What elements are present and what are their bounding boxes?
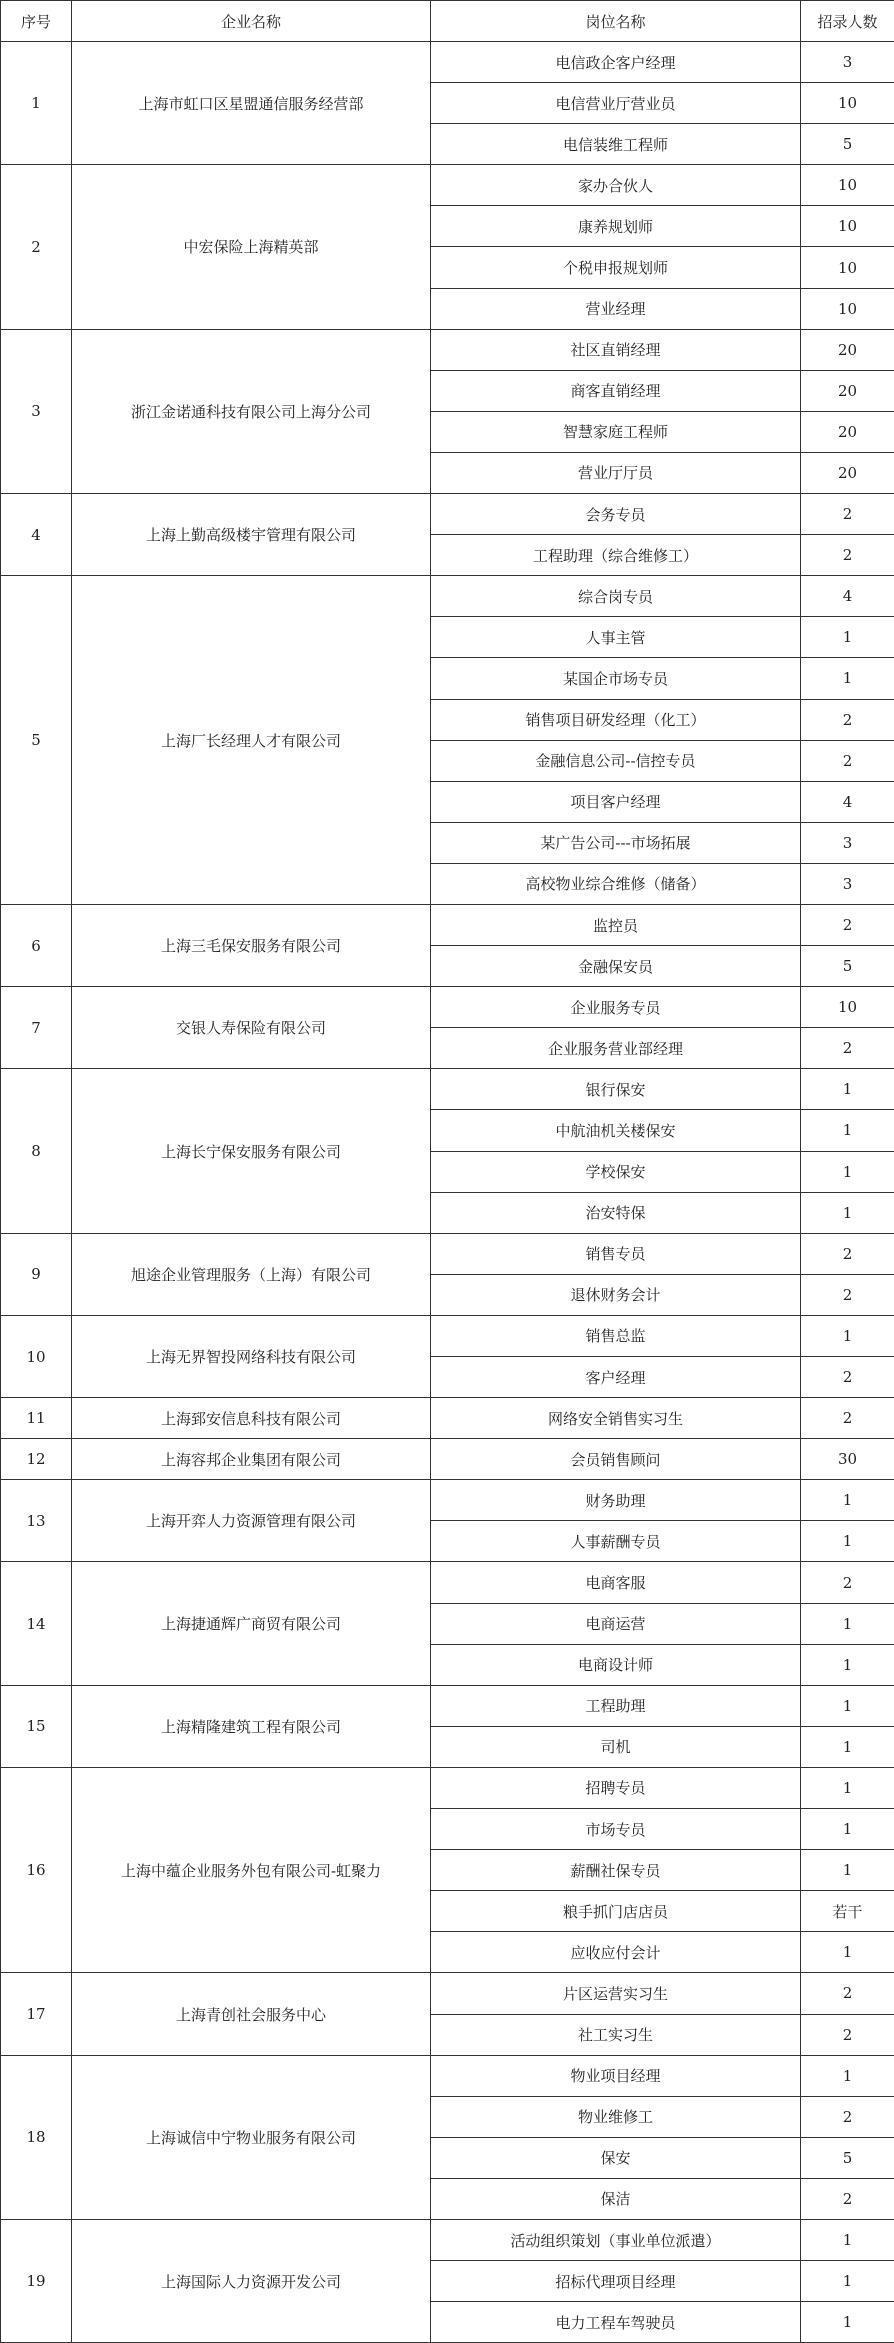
headcount-cell: 10	[801, 83, 894, 124]
headcount-cell: 1	[801, 1809, 894, 1850]
company-name-cell: 上海容邦企业集团有限公司	[72, 1439, 431, 1480]
company-name-cell: 上海市虹口区星盟通信服务经营部	[72, 42, 431, 165]
header-company-name: 企业名称	[72, 1, 431, 42]
position-name-cell: 电信装维工程师	[431, 124, 801, 165]
header-position-name: 岗位名称	[431, 1, 801, 42]
position-name-cell: 监控员	[431, 904, 801, 945]
company-name-cell: 上海国际人力资源开发公司	[72, 2219, 431, 2342]
company-name-cell: 上海长宁保安服务有限公司	[72, 1069, 431, 1233]
table-row	[1, 1398, 894, 1439]
position-name-cell: 企业服务营业部经理	[431, 1028, 801, 1069]
table-row	[1, 42, 894, 83]
company-name-cell: 上海厂长经理人才有限公司	[72, 576, 431, 905]
headcount-cell: 2	[801, 2178, 894, 2219]
position-name-cell: 退休财务会计	[431, 1274, 801, 1315]
serial-number-cell: 14	[1, 1562, 72, 1685]
position-name-cell: 招标代理项目经理	[431, 2261, 801, 2302]
serial-number-cell: 4	[1, 494, 72, 576]
company-name-cell: 上海郅安信息科技有限公司	[72, 1398, 431, 1439]
serial-number-cell: 9	[1, 1233, 72, 1315]
headcount-cell: 20	[801, 329, 894, 370]
position-name-cell: 康养规划师	[431, 206, 801, 247]
company-name-cell: 中宏保险上海精英部	[72, 165, 431, 329]
position-name-cell: 活动组织策划（事业单位派遣）	[431, 2219, 801, 2260]
position-name-cell: 电商设计师	[431, 1644, 801, 1685]
headcount-cell: 1	[801, 1315, 894, 1356]
headcount-cell: 10	[801, 165, 894, 206]
headcount-cell: 1	[801, 2219, 894, 2260]
company-name-cell: 上海中蕴企业服务外包有限公司-虹聚力	[72, 1767, 431, 1972]
company-name-cell: 上海诚信中宁物业服务有限公司	[72, 2055, 431, 2219]
headcount-cell: 2	[801, 494, 894, 535]
serial-number-cell: 7	[1, 987, 72, 1069]
table-row	[1, 1069, 894, 1110]
table-row	[1, 165, 894, 206]
headcount-cell: 5	[801, 124, 894, 165]
position-name-cell: 电商客服	[431, 1562, 801, 1603]
headcount-cell: 1	[801, 2055, 894, 2096]
position-name-cell: 社工实习生	[431, 2014, 801, 2055]
headcount-cell: 10	[801, 987, 894, 1028]
table-body	[1, 42, 894, 2343]
headcount-cell: 1	[801, 1151, 894, 1192]
position-name-cell: 销售总监	[431, 1315, 801, 1356]
position-name-cell: 销售项目研发经理（化工）	[431, 699, 801, 740]
company-name-cell: 交银人寿保险有限公司	[72, 987, 431, 1069]
position-name-cell: 销售专员	[431, 1233, 801, 1274]
table-row	[1, 1685, 894, 1726]
position-name-cell: 综合岗专员	[431, 576, 801, 617]
headcount-cell: 30	[801, 1439, 894, 1480]
serial-number-cell: 10	[1, 1315, 72, 1397]
headcount-cell: 5	[801, 2137, 894, 2178]
company-name-cell: 上海三毛保安服务有限公司	[72, 904, 431, 986]
position-name-cell: 保洁	[431, 2178, 801, 2219]
headcount-cell: 1	[801, 2261, 894, 2302]
headcount-cell: 1	[801, 617, 894, 658]
headcount-cell: 10	[801, 247, 894, 288]
position-name-cell: 保安	[431, 2137, 801, 2178]
company-name-cell: 上海捷通辉广商贸有限公司	[72, 1562, 431, 1685]
position-name-cell: 社区直销经理	[431, 329, 801, 370]
headcount-cell: 5	[801, 946, 894, 987]
table-row	[1, 1562, 894, 1603]
headcount-cell: 1	[801, 2302, 894, 2343]
headcount-cell: 2	[801, 1233, 894, 1274]
headcount-cell: 1	[801, 1850, 894, 1891]
position-name-cell: 金融信息公司--信控专员	[431, 740, 801, 781]
position-name-cell: 高校物业综合维修（储备）	[431, 863, 801, 904]
headcount-cell: 20	[801, 411, 894, 452]
position-name-cell: 电商运营	[431, 1603, 801, 1644]
headcount-cell: 2	[801, 1973, 894, 2014]
table-row	[1, 904, 894, 945]
table-row	[1, 1480, 894, 1521]
serial-number-cell: 8	[1, 1069, 72, 1233]
header-serial-number: 序号	[1, 1, 72, 42]
table-header	[1, 1, 894, 42]
serial-number-cell: 13	[1, 1480, 72, 1562]
headcount-cell: 3	[801, 863, 894, 904]
headcount-cell: 1	[801, 1603, 894, 1644]
headcount-cell: 1	[801, 1069, 894, 1110]
header-headcount: 招录人数	[801, 1, 894, 42]
serial-number-cell: 18	[1, 2055, 72, 2219]
position-name-cell: 会务专员	[431, 494, 801, 535]
company-name-cell: 上海开弈人力资源管理有限公司	[72, 1480, 431, 1562]
company-name-cell: 上海精隆建筑工程有限公司	[72, 1685, 431, 1767]
company-name-cell: 上海无界智投网络科技有限公司	[72, 1315, 431, 1397]
position-name-cell: 企业服务专员	[431, 987, 801, 1028]
headcount-cell: 3	[801, 42, 894, 83]
serial-number-cell: 11	[1, 1398, 72, 1439]
table-row	[1, 1973, 894, 2014]
headcount-cell: 1	[801, 1726, 894, 1767]
position-name-cell: 网络安全销售实习生	[431, 1398, 801, 1439]
headcount-cell: 2	[801, 2014, 894, 2055]
position-name-cell: 治安特保	[431, 1192, 801, 1233]
headcount-cell: 1	[801, 1767, 894, 1808]
position-name-cell: 粮手抓门店店员	[431, 1891, 801, 1932]
headcount-cell: 2	[801, 1562, 894, 1603]
position-name-cell: 营业经理	[431, 288, 801, 329]
headcount-cell: 2	[801, 535, 894, 576]
headcount-cell: 10	[801, 288, 894, 329]
headcount-cell: 2	[801, 1398, 894, 1439]
position-name-cell: 市场专员	[431, 1809, 801, 1850]
table-row	[1, 1233, 894, 1274]
position-name-cell: 司机	[431, 1726, 801, 1767]
position-name-cell: 人事薪酬专员	[431, 1521, 801, 1562]
headcount-cell: 10	[801, 206, 894, 247]
position-name-cell: 银行保安	[431, 1069, 801, 1110]
position-name-cell: 薪酬社保专员	[431, 1850, 801, 1891]
table-row	[1, 987, 894, 1028]
headcount-cell: 1	[801, 1110, 894, 1151]
headcount-cell: 1	[801, 1480, 894, 1521]
headcount-cell: 2	[801, 699, 894, 740]
serial-number-cell: 5	[1, 576, 72, 905]
position-name-cell: 某国企市场专员	[431, 658, 801, 699]
headcount-cell: 2	[801, 1274, 894, 1315]
position-name-cell: 电信营业厅营业员	[431, 83, 801, 124]
position-name-cell: 商客直销经理	[431, 370, 801, 411]
table-row	[1, 1315, 894, 1356]
headcount-cell: 1	[801, 1932, 894, 1973]
position-name-cell: 电信政企客户经理	[431, 42, 801, 83]
table-row	[1, 2055, 894, 2096]
position-name-cell: 中航油机关楼保安	[431, 1110, 801, 1151]
serial-number-cell: 16	[1, 1767, 72, 1972]
position-name-cell: 智慧家庭工程师	[431, 411, 801, 452]
headcount-cell: 1	[801, 1521, 894, 1562]
headcount-cell: 1	[801, 1685, 894, 1726]
position-name-cell: 金融保安员	[431, 946, 801, 987]
table-row	[1, 1767, 894, 1808]
position-name-cell: 个税申报规划师	[431, 247, 801, 288]
position-name-cell: 物业维修工	[431, 2096, 801, 2137]
headcount-cell: 3	[801, 822, 894, 863]
serial-number-cell: 2	[1, 165, 72, 329]
headcount-cell: 4	[801, 576, 894, 617]
headcount-cell: 20	[801, 452, 894, 493]
position-name-cell: 招聘专员	[431, 1767, 801, 1808]
serial-number-cell: 6	[1, 904, 72, 986]
headcount-cell: 1	[801, 658, 894, 699]
serial-number-cell: 17	[1, 1973, 72, 2055]
position-name-cell: 人事主管	[431, 617, 801, 658]
serial-number-cell: 1	[1, 42, 72, 165]
company-name-cell: 上海上勤高级楼宇管理有限公司	[72, 494, 431, 576]
serial-number-cell: 3	[1, 329, 72, 493]
company-name-cell: 旭途企业管理服务（上海）有限公司	[72, 1233, 431, 1315]
headcount-cell: 2	[801, 1357, 894, 1398]
headcount-cell: 2	[801, 740, 894, 781]
headcount-cell: 若干	[801, 1891, 894, 1932]
position-name-cell: 某广告公司---市场拓展	[431, 822, 801, 863]
position-name-cell: 物业项目经理	[431, 2055, 801, 2096]
position-name-cell: 营业厅厅员	[431, 452, 801, 493]
company-name-cell: 浙江金诺通科技有限公司上海分公司	[72, 329, 431, 493]
headcount-cell: 1	[801, 1192, 894, 1233]
headcount-cell: 4	[801, 781, 894, 822]
table-row	[1, 576, 894, 617]
table-row	[1, 494, 894, 535]
headcount-cell: 20	[801, 370, 894, 411]
position-name-cell: 工程助理（综合维修工）	[431, 535, 801, 576]
table-row	[1, 329, 894, 370]
position-name-cell: 会员销售顾问	[431, 1439, 801, 1480]
position-name-cell: 项目客户经理	[431, 781, 801, 822]
serial-number-cell: 15	[1, 1685, 72, 1767]
position-name-cell: 财务助理	[431, 1480, 801, 1521]
headcount-cell: 1	[801, 1644, 894, 1685]
headcount-cell: 2	[801, 1028, 894, 1069]
serial-number-cell: 12	[1, 1439, 72, 1480]
position-name-cell: 家办合伙人	[431, 165, 801, 206]
position-name-cell: 学校保安	[431, 1151, 801, 1192]
position-name-cell: 片区运营实习生	[431, 1973, 801, 2014]
header-row	[1, 1, 894, 42]
headcount-cell: 2	[801, 2096, 894, 2137]
company-name-cell: 上海青创社会服务中心	[72, 1973, 431, 2055]
table-row	[1, 2219, 894, 2260]
position-name-cell: 工程助理	[431, 1685, 801, 1726]
position-name-cell: 客户经理	[431, 1357, 801, 1398]
position-name-cell: 应收应付会计	[431, 1932, 801, 1973]
headcount-cell: 2	[801, 904, 894, 945]
position-name-cell: 电力工程车驾驶员	[431, 2302, 801, 2343]
table-row	[1, 1439, 894, 1480]
serial-number-cell: 19	[1, 2219, 72, 2342]
